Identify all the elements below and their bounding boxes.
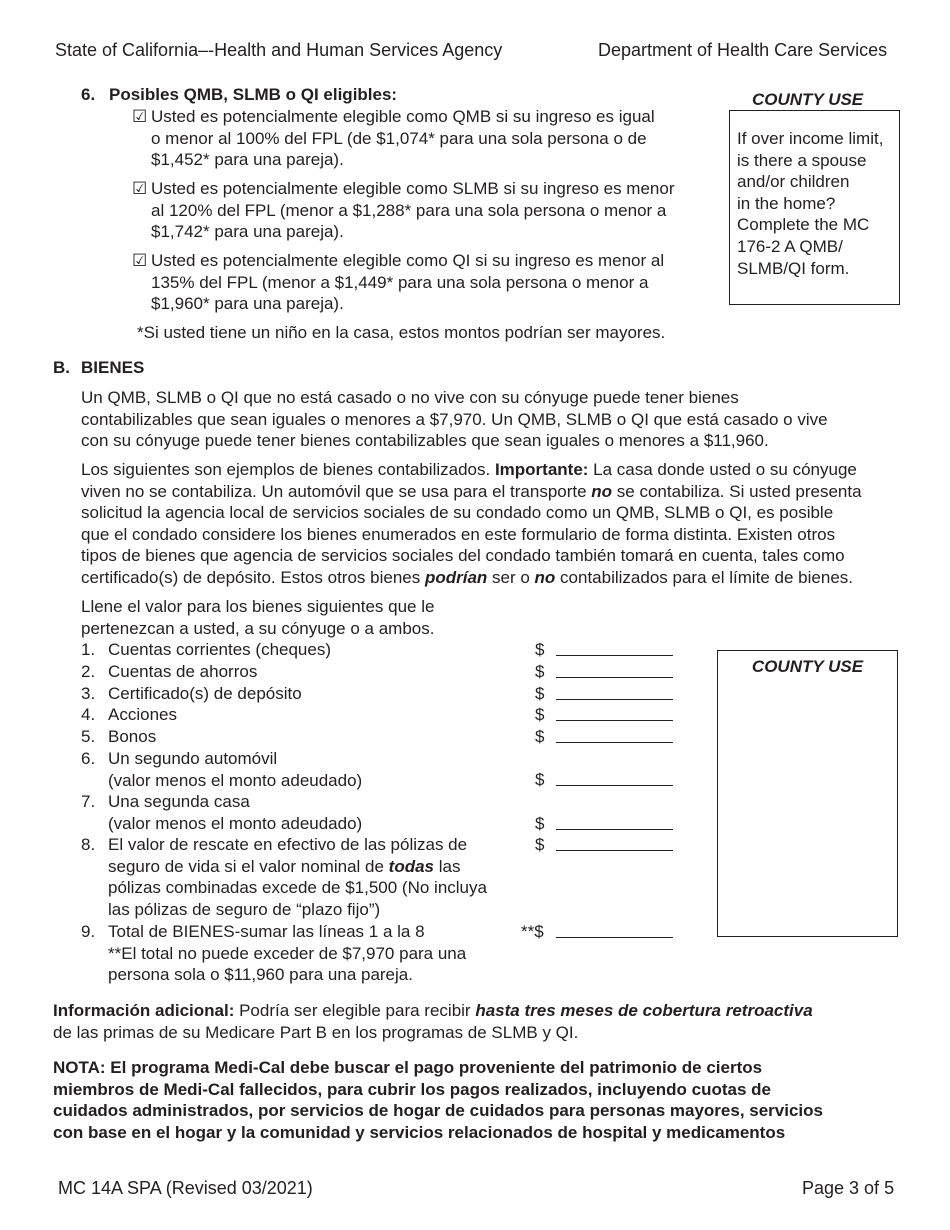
paragraph-line: contabilizables que sean iguales o menores a $7,970. Un QMB, SLMB o QI que está casado o vive bbox=[81, 409, 828, 429]
asset-number: 6. bbox=[81, 749, 96, 768]
asset-number: 8. bbox=[81, 835, 96, 854]
bonds-amount-field[interactable] bbox=[556, 742, 673, 743]
retroactive-coverage-emphasis: hasta tres meses de cobertura retroactiva bbox=[475, 1001, 813, 1020]
text-run: ser o bbox=[487, 567, 535, 587]
additional-information bbox=[53, 1000, 893, 1043]
second-car-amount-field[interactable] bbox=[556, 785, 673, 786]
emphasis-podrian: podrían bbox=[424, 567, 488, 587]
paragraph-line bbox=[81, 459, 886, 481]
section-b-letter: B. bbox=[53, 358, 70, 377]
assets-examples-paragraph bbox=[81, 459, 886, 589]
eligibility-slmb-line: $1,742* para una pareja). bbox=[151, 222, 344, 242]
county-use-box-assets bbox=[717, 650, 898, 937]
county-use-box bbox=[729, 110, 900, 305]
asset-label-stocks: Acciones bbox=[108, 705, 177, 724]
checkbox-checked-icon[interactable]: ☑ bbox=[132, 179, 148, 198]
label-line bbox=[108, 856, 518, 878]
emphasis-todas: todas bbox=[388, 856, 435, 876]
county-use-line: 176-2 A QMB/ bbox=[737, 236, 843, 256]
county-use-line: is there a spouse bbox=[737, 150, 867, 170]
paragraph-line bbox=[53, 1000, 893, 1022]
label-line: (valor menos el monto adeudado) bbox=[108, 813, 363, 833]
asset-label-savings: Cuentas de ahorros bbox=[108, 662, 258, 681]
text-run: seguro de vida si el valor nominal de bbox=[108, 856, 389, 876]
eligibility-slmb-line: Usted es potencialmente elegible como SLMB si su ingreso es menor bbox=[151, 179, 675, 198]
dollar-sign: $ bbox=[535, 727, 545, 746]
section-b-title bbox=[53, 357, 144, 379]
text-run: las bbox=[434, 856, 461, 876]
assets-instructions bbox=[81, 596, 481, 639]
asset-label-second-house bbox=[108, 791, 518, 834]
header-agency: State of California–-Health and Human Services Agency bbox=[55, 40, 503, 60]
asset-number: 4. bbox=[81, 705, 96, 724]
section-6-number: 6. bbox=[81, 85, 96, 104]
text-run: certificado(s) de depósito. Estos otros bienes bbox=[81, 567, 425, 587]
asset-number: 2. bbox=[81, 662, 96, 681]
eligibility-qi-line: Usted es potencialmente elegible como QI si su ingreso es menor al bbox=[151, 251, 665, 270]
text-run: contabilizados para el límite de bienes. bbox=[555, 567, 854, 587]
asset-number: 1. bbox=[81, 640, 96, 659]
paragraph-line: que el condado considere los bienes enumerados en este formulario de forma distinta. Existen otros bbox=[81, 524, 836, 544]
important-label: Importante: bbox=[494, 460, 589, 479]
asset-label-checking: Cuentas corrientes (cheques) bbox=[108, 640, 332, 659]
life-insurance-amount-field[interactable] bbox=[556, 850, 673, 851]
asset-label-bonds: Bonos bbox=[108, 727, 157, 746]
text-run: Los siguientes son ejemplos de bienes contabilizados. bbox=[81, 460, 495, 479]
savings-amount-field[interactable] bbox=[556, 677, 673, 678]
paragraph-line bbox=[81, 481, 886, 503]
emphasis-no: no bbox=[534, 567, 556, 587]
county-use-line: If over income limit, bbox=[737, 129, 884, 148]
text-run: La casa donde usted o su cónyuge bbox=[588, 460, 857, 479]
eligibility-item-qi bbox=[132, 250, 717, 315]
eligibility-qi-line: $1,960* para una pareja). bbox=[151, 294, 344, 314]
emphasis-no: no bbox=[591, 481, 613, 501]
assets-limit-paragraph bbox=[81, 387, 886, 452]
county-use-line: in the home? bbox=[737, 193, 836, 213]
page-number: Page 3 of 5 bbox=[802, 1178, 895, 1198]
paragraph-line: solicitud la agencia local de servicios sociales de su condado como un QMB, SLMB o QI, es posible bbox=[81, 503, 834, 523]
label-line: pólizas combinadas excede de $1,500 (No incluya bbox=[108, 878, 487, 898]
estate-recovery-note bbox=[53, 1057, 893, 1143]
checkbox-checked-icon[interactable]: ☑ bbox=[132, 251, 148, 270]
asset-number: 3. bbox=[81, 684, 96, 703]
paragraph-line: de las primas de su Medicare Part B en los programas de SLMB y QI. bbox=[53, 1022, 579, 1042]
eligibility-qmb-line: Usted es potencialmente elegible como QMB si su ingreso es igual bbox=[151, 107, 655, 126]
paragraph-line bbox=[81, 567, 886, 589]
instruction-line: Llene el valor para los bienes siguientes que le bbox=[81, 597, 435, 616]
asset-label-life-insurance bbox=[108, 834, 518, 920]
eligibility-item-slmb bbox=[132, 178, 717, 243]
asset-label-certificates: Certificado(s) de depósito bbox=[108, 684, 302, 703]
total-dollar-sign: **$ bbox=[521, 922, 544, 941]
second-house-amount-field[interactable] bbox=[556, 829, 673, 830]
county-use-line: SLMB/QI form. bbox=[737, 258, 850, 278]
eligibility-item-qmb bbox=[132, 106, 717, 171]
label-line: El valor de rescate en efectivo de las pólizas de bbox=[108, 835, 468, 854]
eligibility-slmb-line: al 120% del FPL (menor a $1,288* para una sola persona o menor a bbox=[151, 200, 667, 220]
instruction-line: pertenezcan a usted, a su cónyuge o a ambos. bbox=[81, 618, 435, 638]
checking-amount-field[interactable] bbox=[556, 655, 673, 656]
note-line: con base en el hogar y la comunidad y servicios relacionados de hospital y medicamentos bbox=[53, 1122, 786, 1142]
eligibility-qmb-line: o menor al 100% del FPL (de $1,074* para una sola persona o de bbox=[151, 128, 647, 148]
certificates-amount-field[interactable] bbox=[556, 699, 673, 700]
county-use-line: and/or children bbox=[737, 172, 850, 192]
dollar-sign: $ bbox=[535, 684, 545, 703]
asset-label-total bbox=[108, 921, 518, 986]
label-line: Total de BIENES-sumar las líneas 1 a la 8 bbox=[108, 922, 425, 941]
asset-label-second-car bbox=[108, 748, 518, 791]
county-use-label: COUNTY USE bbox=[751, 657, 864, 676]
text-run: Podría ser elegible para recibir bbox=[234, 1001, 476, 1020]
total-assets-field[interactable] bbox=[556, 937, 673, 938]
county-use-label: COUNTY USE bbox=[752, 90, 864, 109]
children-note: *Si usted tiene un niño en la casa, estos montos podrían ser mayores. bbox=[137, 323, 666, 342]
text-run: se contabiliza. Si usted presenta bbox=[612, 481, 862, 501]
label-line: (valor menos el monto adeudado) bbox=[108, 770, 363, 790]
eligibility-qmb-line: $1,452* para una pareja). bbox=[151, 150, 344, 170]
label-line: Un segundo automóvil bbox=[108, 749, 278, 768]
dollar-sign: $ bbox=[535, 835, 545, 854]
asset-number: 5. bbox=[81, 727, 96, 746]
dollar-sign: $ bbox=[535, 770, 545, 789]
asset-number: 7. bbox=[81, 792, 96, 811]
stocks-amount-field[interactable] bbox=[556, 720, 673, 721]
additional-info-label: Información adicional: bbox=[53, 1001, 235, 1020]
note-line: cuidados administrados, por servicios de hogar de cuidados para personas mayores, servicios bbox=[53, 1101, 823, 1121]
label-line: Una segunda casa bbox=[108, 792, 250, 811]
dollar-sign: $ bbox=[535, 640, 545, 659]
section-6-heading: Posibles QMB, SLMB o QI eligibles: bbox=[109, 85, 398, 104]
label-line: persona sola o $11,960 para una pareja. bbox=[108, 965, 413, 985]
note-line: miembros de Medi-Cal fallecidos, para cubrir los pagos realizados, incluyendo cuotas de bbox=[53, 1079, 771, 1099]
paragraph-line: con su cónyuge puede tener bienes contabilizables que sean iguales o menores a $11,960. bbox=[81, 431, 769, 451]
label-line: las pólizas de seguro de “plazo fijo”) bbox=[108, 899, 381, 919]
label-line: **El total no puede exceder de $7,970 para una bbox=[108, 943, 467, 963]
dollar-sign: $ bbox=[535, 814, 545, 833]
section-b-heading: BIENES bbox=[81, 358, 145, 377]
text-run: viven no se contabiliza. Un automóvil que se usa para el transporte bbox=[81, 481, 592, 501]
form-number: MC 14A SPA (Revised 03/2021) bbox=[58, 1178, 313, 1198]
dollar-sign: $ bbox=[535, 705, 545, 724]
paragraph-line: Un QMB, SLMB o QI que no está casado o no vive con su cónyuge puede tener bienes bbox=[81, 388, 739, 407]
dollar-sign: $ bbox=[535, 662, 545, 681]
header-department: Department of Health Care Services bbox=[598, 40, 888, 60]
county-use-line: Complete the MC bbox=[737, 215, 870, 235]
note-line: NOTA: El programa Medi-Cal debe buscar el pago proveniente del patrimonio de ciertos bbox=[53, 1058, 763, 1077]
checkbox-checked-icon[interactable]: ☑ bbox=[132, 107, 148, 126]
paragraph-line: tipos de bienes que agencia de servicios sociales del condado también tomará en cuenta, tales como bbox=[81, 546, 845, 566]
eligibility-qi-line: 135% del FPL (menor a $1,449* para una sola persona o menor a bbox=[151, 272, 649, 292]
section-6-title bbox=[81, 84, 397, 106]
asset-number: 9. bbox=[81, 922, 96, 941]
